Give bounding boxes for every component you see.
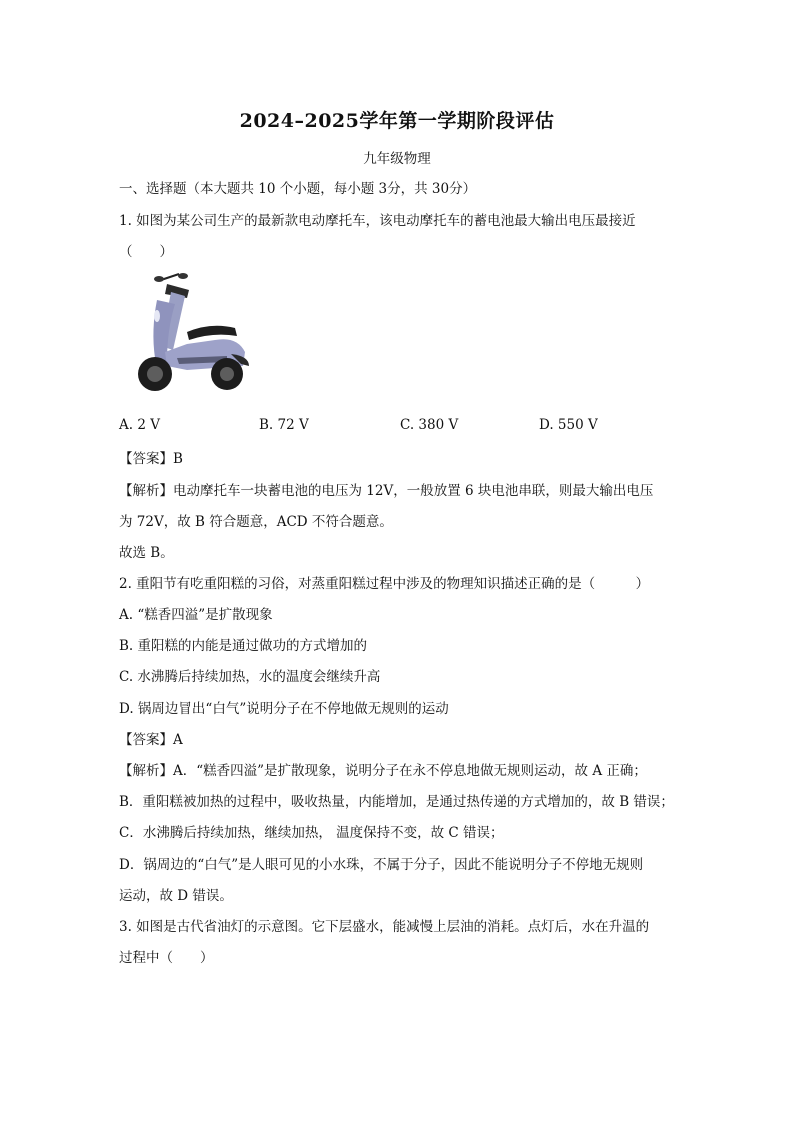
q1-option-a: A. 2 V [119, 417, 160, 433]
q2-analysis-line: 运动，故 D 错误。 [119, 888, 233, 904]
q2-analysis-line: 【解析】A．“糕香四溢”是扩散现象，说明分子在永不停息地做无规则运动，故 A 正确； [119, 763, 647, 779]
q3-stem-line1: 3. 如图是古代省油灯的示意图。它下层盛水，能减慢上层油的消耗。点灯后，水在升温的 [119, 919, 650, 935]
q2-analysis-line: C．水沸腾后持续加热，继续加热， 温度保持不变，故 C 错误； [119, 825, 504, 841]
q1-stem-line1: 1. 如图为某公司生产的最新款电动摩托车，该电动摩托车的蓄电池最大输出电压最接近 [119, 213, 636, 229]
q2-stem: 2. 重阳节有吃重阳糕的习俗，对蒸重阳糕过程中涉及的物理知识描述正确的是（ ） [119, 576, 650, 592]
q2-option-c: C. 水沸腾后持续加热，水的温度会继续升高 [119, 669, 381, 685]
electric-scooter-image [127, 270, 251, 396]
q1-option-b: B. 72 V [259, 417, 309, 433]
q2-analysis-line: B．重阳糕被加热的过程中，吸收热量，内能增加，是通过热传递的方式增加的，故 B 错误； [119, 794, 674, 810]
q2-answer: 【答案】A [119, 732, 183, 748]
q2-option-a: A. “糕香四溢”是扩散现象 [119, 607, 273, 623]
page-title: 2024–2025学年第一学期阶段评估 [239, 110, 555, 132]
page-subtitle: 九年级物理 [363, 151, 431, 167]
q2-analysis-line: D．锅周边的“白气”是人眼可见的小水珠，不属于分子，因此不能说明分子不停地无规则 [119, 857, 644, 873]
q1-conclusion: 故选 B。 [119, 545, 174, 561]
q1-stem-line2: （ ） [119, 244, 173, 260]
q1-answer: 【答案】B [119, 451, 183, 467]
q1-analysis-line1: 【解析】电动摩托车一块蓄电池的电压为 12V，一般放置 6 块电池串联，则最大输出电压 [119, 483, 654, 499]
q2-option-b: B. 重阳糕的内能是通过做功的方式增加的 [119, 638, 368, 654]
q1-option-d: D. 550 V [539, 417, 598, 433]
section-heading: 一、选择题（本大题共 10 个小题，每小题 3分，共 30分） [119, 181, 477, 197]
q2-option-d: D. 锅周边冒出“白气”说明分子在不停地做无规则的运动 [119, 701, 449, 717]
q1-analysis-line2: 为 72V，故 B 符合题意，ACD 不符合题意。 [119, 514, 393, 530]
q1-option-c: C. 380 V [400, 417, 459, 433]
q3-stem-line2: 过程中（ ） [119, 950, 214, 966]
